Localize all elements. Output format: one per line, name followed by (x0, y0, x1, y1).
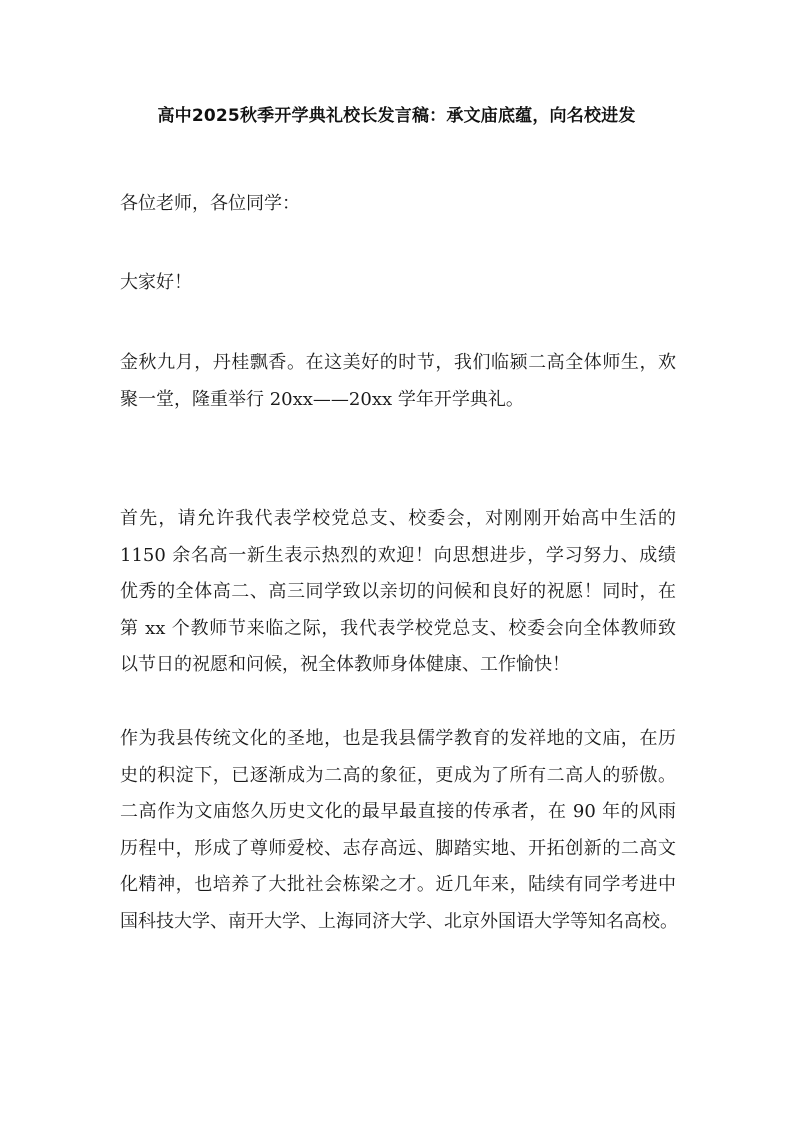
paragraph-line: 国科技大学、南开大学、上海同济大学、北京外国语大学等知名高校。 (120, 910, 678, 932)
greeting-line: 大家好！ (120, 272, 192, 293)
salutation (120, 186, 676, 223)
salutation-line: 各位老师，各位同学： (120, 193, 300, 214)
paragraph-line: 1150 余名高一新生表示热烈的欢迎！向思想进步，学习努力、成绩 (120, 544, 676, 566)
paragraph-history (120, 721, 676, 940)
paragraph-opening (120, 345, 676, 418)
greeting (120, 265, 676, 302)
paragraph-line: 金秋九月，丹桂飘香。在这美好的时节，我们临颍二高全体师生，欢 (120, 352, 676, 373)
paragraph-welcome (120, 501, 676, 684)
paragraph-line: 优秀的全体高二、高三同学致以亲切的问候和良好的祝愿！同时，在 (120, 581, 676, 602)
paragraph-line: 首先，请允许我代表学校党总支、校委会，对刚刚开始高中生活的 (120, 508, 676, 529)
paragraph-line: 二高作为文庙悠久历史文化的最早最直接的传承者，在 90 年的风雨 (120, 801, 676, 822)
paragraph-line: 史的积淀下，已逐渐成为二高的象征，更成为了所有二高人的骄傲。 (120, 764, 676, 786)
paragraph-line: 聚一堂，隆重举行 20xx——20xx 学年开学典礼。 (120, 388, 524, 410)
paragraph-line: 作为我县传统文化的圣地，也是我县儒学教育的发祥地的文庙，在历 (120, 728, 676, 749)
paragraph-line: 以节日的祝愿和问候，祝全体教师身体健康、工作愉快！ (120, 654, 570, 675)
paragraph-line: 第 xx 个教师节来临之际，我代表学校党总支、校委会向全体教师致 (120, 617, 676, 639)
paragraph-line: 历程中，形成了尊师爱校、志存高远、脚踏实地、开拓创新的二高文 (120, 837, 676, 859)
paragraph-line: 化精神，也培养了大批社会栋梁之才。近几年来，陆续有同学考进中 (120, 874, 676, 895)
document-title: 高中2025秋季开学典礼校长发言稿：承文庙底蕴，向名校进发 (157, 106, 636, 126)
